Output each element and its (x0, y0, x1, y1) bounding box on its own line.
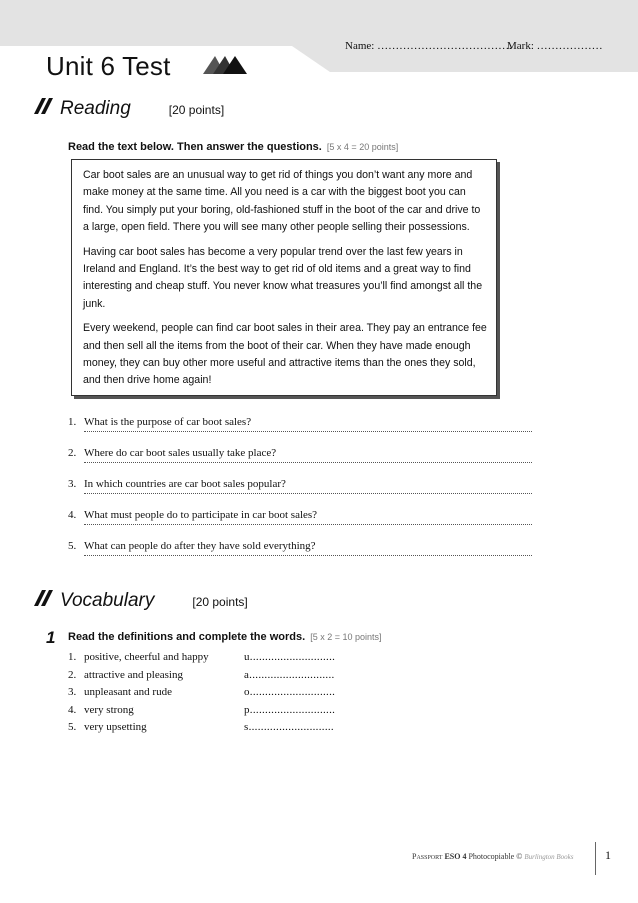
word-blank[interactable]: s............................ (244, 721, 334, 733)
question-number: 4. (68, 509, 77, 521)
question-number: 1. (68, 416, 77, 428)
definition-text: positive, cheerful and happy (84, 651, 209, 663)
word-blank[interactable]: p............................ (244, 703, 336, 716)
question-list (68, 416, 533, 571)
vocabulary-section-header (34, 590, 248, 612)
answer-line[interactable] (84, 493, 532, 494)
mountain-logo-icon (203, 54, 247, 74)
definition-text: very upsetting (84, 721, 147, 733)
footer-divider (595, 842, 596, 875)
question-item (68, 540, 533, 571)
header-band-cut (292, 46, 330, 72)
reading-text-box (71, 159, 497, 396)
reading-section-header (34, 98, 224, 120)
question-text: What is the purpose of car boot sales? (84, 416, 252, 428)
reading-paragraph: Car boot sales are an unusual way to get rid of things you don’t want any more and make money at the same time. All you need is a car with the biggest boot you can find. You simply put your boring, old-fashioned stuff in the boot of the car and drive to a large, open field. There you will see many other people selling their possessions. (83, 169, 481, 234)
definition-row (68, 704, 368, 722)
question-text: What can people do after they have sold everything? (84, 540, 316, 552)
question-text: In which countries are car boot sales popular? (84, 478, 286, 490)
definition-text: attractive and pleasing (84, 668, 183, 681)
vocabulary-instruction (68, 631, 382, 643)
definition-text: very strong (84, 703, 134, 716)
definition-number: 1. (68, 651, 77, 663)
footer-credit (412, 852, 574, 861)
copyright-symbol: © (516, 852, 523, 861)
vocabulary-title: Vocabulary (60, 590, 155, 611)
footer-photocopiable: Photocopiable (468, 852, 515, 861)
definition-number: 4. (68, 703, 77, 716)
question-number: 2. (68, 447, 77, 459)
footer-series: Passport (412, 852, 443, 861)
word-blank[interactable]: u............................ (244, 651, 336, 663)
definition-number: 3. (68, 686, 77, 698)
unit-title: Unit 6 Test (46, 51, 171, 81)
answer-line[interactable] (84, 431, 532, 432)
reading-instruction (68, 141, 398, 153)
answer-line[interactable] (84, 524, 532, 525)
answer-line[interactable] (84, 462, 532, 463)
question-item (68, 509, 533, 540)
vocabulary-instruction-text: Read the definitions and complete the words. (68, 631, 306, 643)
definition-number: 2. (68, 668, 77, 681)
definition-number: 5. (68, 721, 77, 733)
reading-title: Reading (60, 98, 131, 119)
definition-row (68, 686, 368, 704)
question-text: What must people do to participate in car boot sales? (84, 509, 318, 521)
question-item (68, 447, 533, 478)
definition-row (68, 669, 368, 687)
question-item (68, 478, 533, 509)
definition-row (68, 651, 368, 669)
reading-paragraph: Having car boot sales has become a very popular trend over the last few years in Ireland and England. It’s the best way to get rid of old items and a great way to find interesting and cheap stuff. You never know what treasures you’ll find amongst all the junk. (83, 245, 483, 310)
mark-field[interactable]: Mark: ……………… (507, 40, 603, 52)
reading-instruction-points: [5 x 4 = 20 points] (326, 142, 399, 152)
word-blank[interactable]: a............................ (244, 668, 335, 681)
definition-list (68, 651, 368, 739)
footer-publisher: Burlington Books (524, 853, 574, 861)
definition-text: unpleasant and rude (84, 686, 172, 698)
question-number: 5. (68, 540, 77, 552)
section-marker-icon (34, 98, 54, 114)
reading-instruction-text: Read the text below. Then answer the questions. (68, 141, 322, 153)
word-blank[interactable]: o............................ (244, 686, 336, 698)
page-number: 1 (605, 848, 611, 862)
vocabulary-instruction-points: [5 x 2 = 10 points] (310, 632, 382, 642)
section-marker-icon (34, 590, 54, 606)
question-item (68, 416, 533, 447)
question-number: 3. (68, 478, 77, 490)
footer-level: ESO 4 (444, 852, 467, 861)
exercise-number: 1 (46, 628, 56, 647)
answer-line[interactable] (84, 555, 532, 556)
question-text: Where do car boot sales usually take place? (84, 447, 277, 459)
definition-row (68, 721, 368, 739)
vocabulary-points: [20 points] (192, 595, 248, 609)
reading-points: [20 points] (168, 103, 225, 117)
reading-paragraph: Every weekend, people can find car boot sales in their area. They pay an entrance fee and then sell all the items from the boot of their car. When they have made enough money, they can buy other more useful and attractive items than the ones they sold, and then drive home again! (83, 322, 487, 387)
name-field[interactable]: Name: ………………………………. (345, 40, 512, 52)
